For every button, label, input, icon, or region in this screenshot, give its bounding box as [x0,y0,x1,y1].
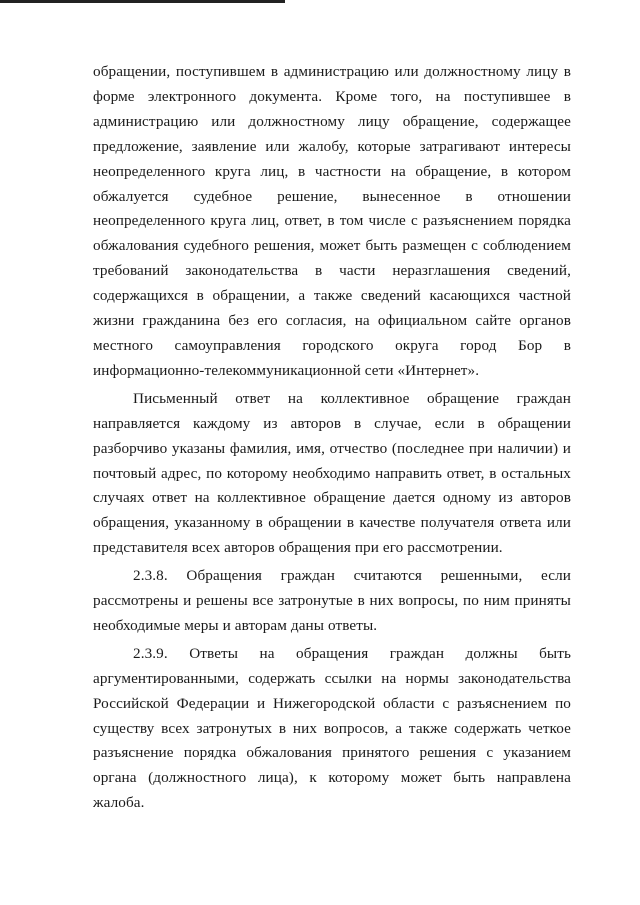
document-page [93,60,571,816]
paragraph-continuation: обращении, поступившем в администрацию или должностному лицу в форме электронного документа. Кроме того, на поступившее в администрацию или должностному лицу обращение, содержащее предложение, заявление или жалобу, которые затрагивают интересы неопределенного круга лиц, в частности на обращение, в котором обжалуется судебное решение, вынесенное в отношении неопределенного круга лиц, ответ, в том числе с разъяснением порядка обжалования судебного решения, может быть размещен с соблюдением требований законодательства в части неразглашения сведений, содержащихся в обращении, а также сведений касающихся частной жизни гражданина без его согласия, на официальном сайте органов местного самоуправления городского округа город Бор в информационно-телекоммуникационной сети «Интернет». [93,63,571,379]
paragraph-collective-reply: Письменный ответ на коллективное обращение граждан направляется каждому из авторов в случае, если в обращении разборчиво указаны фамилия, имя, отчество (последнее при наличии) и почтовый адрес, по которому необходимо направить ответ, в остальных случаях ответ на коллективное обращение дается одному из авторов обращения, указанному в обращении в качестве получателя ответа или представителя всех авторов обращения при его рассмотрении. [93,389,571,557]
paragraph-2-3-9: 2.3.9. Ответы на обращения граждан должны быть аргументированными, содержать ссылки на нормы законодательства Российской Федерации и Нижегородской области с разъяснением по существу всех затронутых в них вопросов, а также содержать четкое разъяснение порядка обжалования принятого решения с указанием органа (должностного лица), к которому может быть направлена жалоба. [93,644,571,812]
paragraph-2-3-8: 2.3.8. Обращения граждан считаются решенными, если рассмотрены и решены все затронутые в них вопросы, по ним приняты необходимые меры и авторам даны ответы. [93,567,571,634]
top-border-rule [0,0,285,3]
